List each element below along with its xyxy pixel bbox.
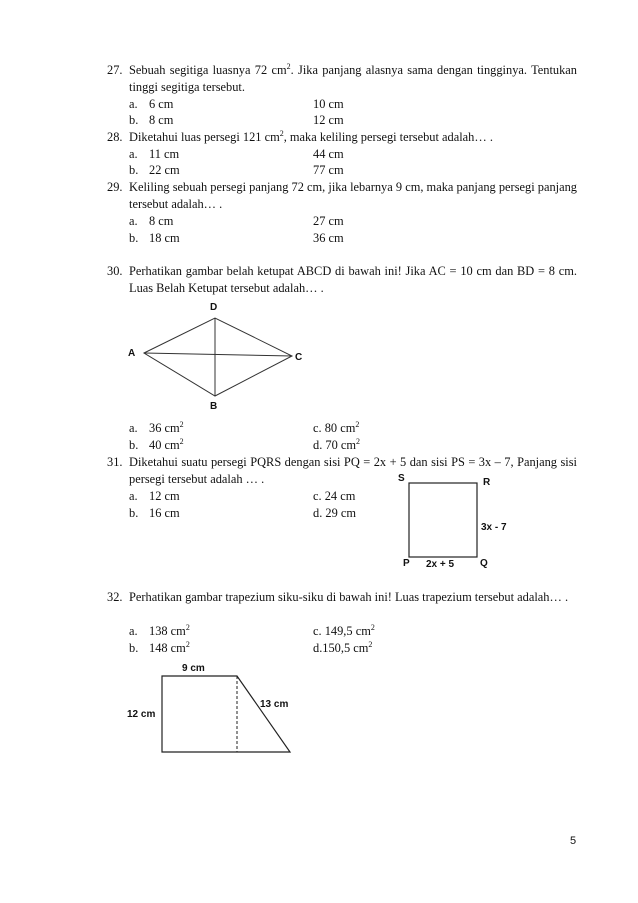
option-d: d. 70 $cm^2$ [313,436,361,452]
question-number: 32. [107,590,123,604]
label-s: S [398,473,405,484]
rhombus-figure [120,298,310,416]
option-c: c. 80 $cm^2$ [313,419,360,435]
question-text: Keliling sebuah persegi panjang 72 cm, jika lebarnya 9 cm, maka panjang persegi panjang tersebut adalah… . [129,180,577,211]
option-a: a. 36 $cm^2$ [129,419,184,435]
label-side-length: 3x - 7 [481,522,507,533]
option-d: d. 29 cm [313,506,357,520]
option-c: 10 cm [313,97,344,111]
trapezoid-outline [162,676,290,752]
label-a: A [128,348,136,359]
option-c: 27 cm [313,214,344,228]
question-number: 30. [107,264,123,278]
question-30 [107,263,577,297]
question-text: Diketahui luas persegi 121 $cm^2$, maka keliling persegi tersebut adalah… . [129,128,493,144]
label-top-length: 9 cm [182,663,205,674]
option-b: b. 18 cm [129,231,180,245]
label-slant-length: 13 cm [260,699,289,710]
page-number: 5 [570,835,577,847]
label-bottom-length: 2x + 5 [426,559,455,570]
label-q: Q [480,558,488,569]
label-b: B [210,401,218,412]
question-number: 27. [107,63,123,77]
option-a: a. 12 cm [129,489,180,503]
trapezoid-figure [120,660,300,755]
label-left-height: 12 cm [127,709,156,720]
square-figure [395,470,520,570]
question-32 [107,589,577,606]
option-a: a. 138 $cm^2$ [129,622,190,638]
question-text: Perhatikan gambar trapezium siku-siku di bawah ini! Luas trapezium tersebut adalah… . [129,590,569,604]
question-number: 29. [107,180,123,194]
label-p: P [403,558,410,569]
option-d: 12 cm [313,113,344,127]
option-c: c. 24 cm [313,489,356,503]
question-number: 31. [107,455,123,469]
label-r: R [483,477,491,488]
rhombus-outline [144,318,292,396]
option-b: b. 22 cm [129,163,180,177]
diagonal-ac [144,353,292,356]
option-d: d.150,5 $cm^2$ [313,639,373,655]
square-outline [409,483,477,557]
option-a: a. 11 cm [129,147,180,161]
question-29 [107,179,577,213]
question-text: Diketahui suatu persegi PQRS dengan sisi PQ = 2x + 5 dan sisi PS = 3x – 7, Panjang sisi persegi tersebut adalah … . [129,455,577,486]
question-text: Perhatikan gambar belah ketupat ABCD di bawah ini! Jika AC = 10 cm dan BD = 8 cm. Luas Belah Ketupat tersebut adalah… . [129,264,577,295]
label-d: D [210,302,218,313]
question-text: Sebuah segitiga luasnya 72 $cm^2$. Jika panjang alasnya sama dengan tingginya. Tentukan tinggi segitiga tersebut. [129,61,577,94]
option-a: a. 6 cm [129,97,174,111]
option-b: b. 40 $cm^2$ [129,436,184,452]
option-d: 36 cm [313,231,344,245]
option-b: b. 16 cm [129,506,180,520]
option-c: 44 cm [313,147,344,161]
option-b: b. 148 $cm^2$ [129,639,190,655]
question-27 [107,62,577,96]
question-number: 28. [107,130,123,144]
option-b: b. 8 cm [129,113,174,127]
option-c: c. 149,5 $cm^2$ [313,622,375,638]
label-c: C [295,352,303,363]
option-d: 77 cm [313,163,344,177]
question-28 [107,129,577,146]
option-a: a. 8 cm [129,214,174,228]
